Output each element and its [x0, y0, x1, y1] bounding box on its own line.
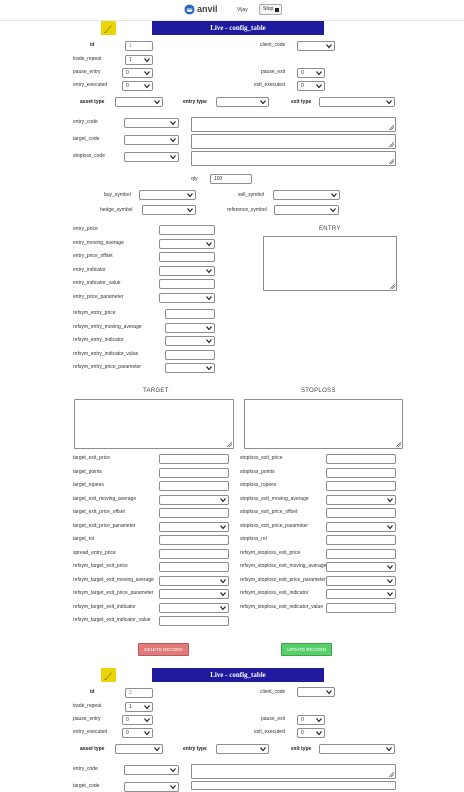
resize-grip-icon[interactable] [389, 125, 394, 130]
chevron-down-icon [331, 192, 337, 198]
entry-indicator-value-label: entry_indicator_value [73, 280, 121, 286]
chevron-down-icon [206, 268, 212, 274]
anvil-logo [184, 4, 228, 16]
stop-button-label: Stop [263, 6, 274, 12]
refsym-target-exit-price-parameter-label: refsym_target_exit_price_parameter [73, 590, 154, 596]
entry-code-select[interactable] [124, 118, 179, 128]
target-code-textarea[interactable] [191, 781, 396, 790]
stoploss-notes-textarea[interactable] [244, 399, 403, 449]
chevron-down-icon [170, 784, 176, 790]
chevron-down-icon [220, 497, 226, 503]
pause-exit-value: 0 [301, 70, 304, 76]
client-code-label: client_code [260, 42, 286, 48]
chevron-down-icon [220, 578, 226, 584]
target-exit-price-parameter-label: target_exit_price_parameter [73, 522, 136, 529]
chevron-down-icon [144, 83, 150, 89]
qty-input[interactable]: 100 [210, 174, 252, 184]
stoploss-rupees-label: stoploss_rupees [240, 482, 277, 488]
stoploss-exit-moving-average-label: stoploss_exit_moving_average [240, 495, 309, 502]
entry-moving-average-label: entry_moving_average [73, 239, 124, 246]
exit-type-label: exit type [291, 99, 312, 105]
chevron-down-icon [316, 70, 322, 76]
entry-executed-value: 0 [126, 83, 129, 89]
buy-symbol-label: buy_symbol [104, 192, 131, 198]
chevron-down-icon [144, 717, 150, 723]
chevron-down-icon [154, 99, 160, 105]
stoploss-code-select[interactable] [124, 152, 179, 162]
trade-repeat-label: trade_repeat [73, 56, 102, 62]
chevron-down-icon [386, 746, 392, 752]
target-code-select[interactable] [124, 135, 179, 145]
qty-label: qty [191, 176, 198, 182]
refsym-target-exit-indicator-value-label: refsym_target_exit_indicator_value [73, 617, 151, 623]
entry-price-label: entry_price [73, 226, 98, 232]
entry-code-select[interactable] [124, 765, 179, 775]
target-rupees-label: target_rupees [73, 482, 104, 488]
chevron-down-icon [330, 207, 336, 213]
entry-code-textarea[interactable] [191, 117, 396, 132]
pause-entry-select[interactable] [122, 715, 153, 725]
exit-executed-label: exit_executed [254, 82, 285, 88]
chevron-down-icon [144, 57, 150, 63]
chevron-down-icon [206, 365, 212, 371]
spread-entry-price-input[interactable] [159, 549, 229, 559]
resize-grip-icon[interactable] [389, 159, 394, 164]
stoploss-exit-moving-average-select[interactable] [326, 495, 396, 505]
stoploss-rol-input[interactable] [326, 535, 396, 545]
stoploss-exit-price-label: stoploss_exit_price [240, 455, 283, 461]
pause-exit-select[interactable] [297, 715, 325, 725]
pencil-icon [101, 668, 116, 682]
pencil-icon [101, 21, 116, 35]
exit-executed-value: 0 [301, 730, 304, 736]
chevron-down-icon [316, 83, 322, 89]
entry-code-label: entry_code [73, 119, 98, 125]
refsym-target-exit-moving-average-select[interactable] [159, 576, 229, 586]
chevron-down-icon [387, 524, 393, 530]
chevron-down-icon [187, 207, 193, 213]
entry-type-label: entry type [183, 746, 207, 752]
refsym-entry-price-parameter-select[interactable] [165, 363, 215, 373]
target-exit-moving-average-select[interactable] [159, 495, 229, 505]
client-code-select[interactable] [297, 41, 335, 51]
entry-code-label: entry_code [73, 766, 98, 772]
record-title: Live - config_table [152, 21, 324, 35]
refsym-stoploss-exit-indicator-value-input[interactable] [326, 603, 396, 613]
entry-price-parameter-label: entry_price_parameter [73, 293, 124, 300]
refsym-stoploss-exit-price-label: refsym_stoploss_exit_price [240, 549, 301, 556]
stoploss-exit-price-offset-input[interactable] [326, 508, 396, 518]
stoploss-rupees-input[interactable] [326, 481, 396, 491]
chevron-down-icon [387, 578, 393, 584]
chevron-down-icon [170, 120, 176, 126]
refsym-entry-indicator-value-label: refsym_entry_indicator_value [73, 350, 139, 357]
pause-exit-label: pause_exit [261, 716, 286, 722]
entry-executed-select[interactable] [122, 728, 153, 738]
user-name: Vijay [237, 7, 248, 13]
trade-repeat-label: trade_repeat [73, 703, 102, 709]
refsym-stoploss-exit-price-input[interactable] [326, 549, 396, 559]
chevron-down-icon [386, 99, 392, 105]
target-rol-label: target_rol [73, 536, 95, 542]
refsym-target-exit-indicator-label: refsym_target_exit_indicator [73, 603, 136, 610]
refsym-stoploss-exit-moving-average-label: refsym_stoploss_exit_moving_average [240, 563, 327, 569]
edit-pencil-button[interactable] [101, 21, 116, 35]
asset-type-select[interactable] [115, 744, 163, 754]
exit-executed-select[interactable] [297, 728, 325, 738]
chevron-down-icon [206, 325, 212, 331]
chevron-down-icon [260, 746, 266, 752]
target-notes-textarea[interactable] [74, 399, 234, 449]
delete-record-button[interactable]: DELETE RECORD [138, 643, 189, 656]
buy-symbol-select[interactable] [139, 190, 196, 200]
chevron-down-icon [206, 295, 212, 301]
target-exit-moving-average-label: target_exit_moving_average [73, 495, 137, 502]
target-rupees-input[interactable] [159, 481, 229, 491]
pause-entry-label: pause_entry [73, 69, 101, 75]
sell-symbol-select[interactable] [273, 190, 340, 200]
client-code-select[interactable] [297, 687, 335, 697]
chevron-down-icon [220, 591, 226, 597]
refsym-entry-price-parameter-label: refsym_entry_price_parameter [73, 364, 142, 371]
id-label: id [90, 689, 95, 695]
entry-type-label: entry type [183, 99, 207, 105]
asset-type-select[interactable] [115, 97, 163, 107]
refsym-entry-price-label: refsym_entry_price [73, 310, 116, 316]
stop-icon [275, 8, 279, 12]
entry-section-title: ENTRY [319, 226, 341, 232]
trade-repeat-select[interactable] [125, 702, 153, 712]
refsym-stoploss-exit-indicator-value-label: refsym_stoploss_exit_indicator_value [240, 603, 324, 610]
record-title: Live - config_table [152, 668, 324, 682]
exit-type-select[interactable] [319, 97, 395, 107]
stop-button[interactable] [259, 4, 282, 15]
target-code-label: target_code [73, 136, 100, 142]
pause-exit-value: 0 [301, 717, 304, 723]
resize-grip-icon[interactable] [389, 772, 394, 777]
hedge-symbol-label: hedge_symbol [100, 207, 133, 213]
chevron-down-icon [326, 689, 332, 695]
chevron-down-icon [154, 746, 160, 752]
target-code-textarea[interactable] [191, 134, 396, 149]
stoploss-code-textarea[interactable] [191, 151, 396, 166]
target-exit-price-offset-label: target_exit_price_offset [73, 509, 125, 515]
target-exit-price-input[interactable] [159, 454, 229, 464]
target-points-label: target_points [73, 468, 102, 475]
entry-price-offset-input[interactable] [159, 252, 215, 262]
asset-type-label: asset type [80, 746, 105, 752]
chevron-down-icon [326, 43, 332, 49]
stoploss-points-label: stoploss_points [240, 468, 275, 475]
pause-entry-value: 0 [126, 717, 129, 723]
refsym-entry-moving-average-label: refsym_entry_moving_average [73, 323, 142, 330]
client-code-label: client_code [260, 689, 286, 695]
refsym-stoploss-exit-price-parameter-label: refsym_stoploss_exit_price_parameter [240, 576, 326, 583]
update-record-button[interactable]: UPDATE RECORD [281, 643, 332, 656]
trade-repeat-value: 1 [129, 57, 132, 63]
chevron-down-icon [187, 192, 193, 198]
sell-symbol-label: sell_symbol [238, 192, 265, 198]
spread-entry-price-label: spread_entry_price [73, 549, 116, 556]
chevron-down-icon [170, 137, 176, 143]
refsym-target-exit-moving-average-label: refsym_target_exit_moving_average [73, 576, 154, 583]
target-rol-input[interactable] [159, 535, 229, 545]
chevron-down-icon [260, 99, 266, 105]
stoploss-section-title: STOPLOSS [301, 388, 336, 394]
refsym-target-exit-indicator-value-input[interactable] [159, 616, 229, 626]
chevron-down-icon [206, 241, 212, 247]
exit-executed-select[interactable] [297, 81, 325, 91]
entry-executed-label: entry_executed [73, 82, 108, 88]
refsym-entry-indicator-select[interactable] [165, 336, 215, 346]
reference-symbol-select[interactable] [274, 205, 339, 215]
anvil-logo-icon [184, 4, 195, 15]
target-exit-price-parameter-select[interactable] [159, 522, 229, 532]
entry-executed-label: entry_executed [73, 729, 108, 735]
chevron-down-icon [387, 497, 393, 503]
entry-type-select[interactable] [216, 97, 269, 107]
entry-price-input[interactable] [159, 225, 215, 235]
target-code-select[interactable] [124, 782, 179, 792]
entry-indicator-select[interactable] [159, 266, 215, 276]
refsym-target-exit-price-parameter-select[interactable] [159, 589, 229, 599]
stoploss-exit-price-parameter-select[interactable] [326, 522, 396, 532]
id-label: id [90, 42, 95, 48]
stoploss-points-input[interactable] [326, 468, 396, 478]
resize-grip-icon[interactable] [390, 284, 395, 289]
target-code-label: target_code [73, 783, 100, 789]
pause-entry-value: 0 [126, 70, 129, 76]
exit-executed-value: 0 [301, 83, 304, 89]
trade-repeat-select[interactable] [125, 55, 153, 65]
entry-price-parameter-select[interactable] [159, 293, 215, 303]
entry-code-textarea[interactable] [191, 764, 396, 779]
exit-type-select[interactable] [319, 744, 395, 754]
chevron-down-icon [144, 704, 150, 710]
refsym-stoploss-exit-indicator-select[interactable] [326, 589, 396, 599]
target-exit-price-offset-input[interactable] [159, 508, 229, 518]
anvil-brand-text: anvil [197, 4, 218, 14]
resize-grip-icon[interactable] [396, 442, 401, 447]
stoploss-exit-price-offset-label: stoploss_exit_price_offset [240, 509, 298, 515]
chevron-down-icon [170, 154, 176, 160]
entry-executed-select[interactable] [122, 81, 153, 91]
refsym-entry-indicator-label: refsym_entry_indicator [73, 337, 124, 344]
refsym-target-exit-price-label: refsym_target_exit_price [73, 563, 128, 569]
exit-executed-label: exit_executed [254, 729, 285, 735]
id-input[interactable]: 2 [125, 688, 153, 698]
refsym-stoploss-exit-indicator-label: refsym_stoploss_exit_indicator [240, 590, 309, 596]
id-input[interactable]: 1 [125, 41, 153, 51]
chevron-down-icon [144, 70, 150, 76]
chevron-down-icon [220, 524, 226, 530]
chevron-down-icon [387, 564, 393, 570]
top-nav [0, 0, 464, 21]
refsym-target-exit-indicator-select[interactable] [159, 603, 229, 613]
chevron-down-icon [387, 591, 393, 597]
asset-type-label: asset type [80, 99, 105, 105]
target-section-title: TARGET [143, 388, 169, 394]
refsym-stoploss-exit-moving-average-select[interactable] [326, 562, 396, 572]
chevron-down-icon [206, 338, 212, 344]
entry-price-offset-label: entry_price_offset [73, 253, 113, 259]
refsym-stoploss-exit-price-parameter-select[interactable] [326, 576, 396, 586]
refsym-target-exit-price-input[interactable] [159, 562, 229, 572]
chevron-down-icon [316, 730, 322, 736]
edit-pencil-button[interactable] [101, 668, 116, 682]
resize-grip-icon[interactable] [389, 142, 394, 147]
chevron-down-icon [316, 717, 322, 723]
stoploss-exit-price-input[interactable] [326, 454, 396, 464]
stoploss-rol-label: stoploss_rol [240, 536, 267, 542]
entry-moving-average-select[interactable] [159, 239, 215, 249]
chevron-down-icon [220, 605, 226, 611]
entry-indicator-value-input[interactable] [159, 279, 215, 289]
entry-notes-textarea[interactable] [263, 236, 397, 291]
stoploss-code-label: stoploss_code [73, 153, 105, 159]
entry-executed-value: 0 [126, 730, 129, 736]
target-points-input[interactable] [159, 468, 229, 478]
resize-grip-icon[interactable] [227, 442, 232, 447]
hedge-symbol-select[interactable] [142, 205, 196, 215]
pause-exit-label: pause_exit [261, 69, 286, 75]
refsym-entry-price-input[interactable] [165, 309, 215, 319]
entry-indicator-label: entry_indicator [73, 266, 106, 273]
chevron-down-icon [170, 767, 176, 773]
pause-entry-select[interactable] [122, 68, 153, 78]
refsym-entry-indicator-value-input[interactable] [165, 350, 215, 360]
exit-type-label: exit type [291, 746, 312, 752]
pause-exit-select[interactable] [297, 68, 325, 78]
stoploss-exit-price-parameter-label: stoploss_exit_price_parameter [240, 522, 309, 529]
entry-type-select[interactable] [216, 744, 269, 754]
pause-entry-label: pause_entry [73, 716, 101, 722]
refsym-entry-moving-average-select[interactable] [165, 323, 215, 333]
trade-repeat-value: 1 [129, 704, 132, 710]
target-exit-price-label: target_exit_price [73, 455, 110, 461]
chevron-down-icon [144, 730, 150, 736]
reference-symbol-label: reference_symbol [227, 207, 267, 213]
